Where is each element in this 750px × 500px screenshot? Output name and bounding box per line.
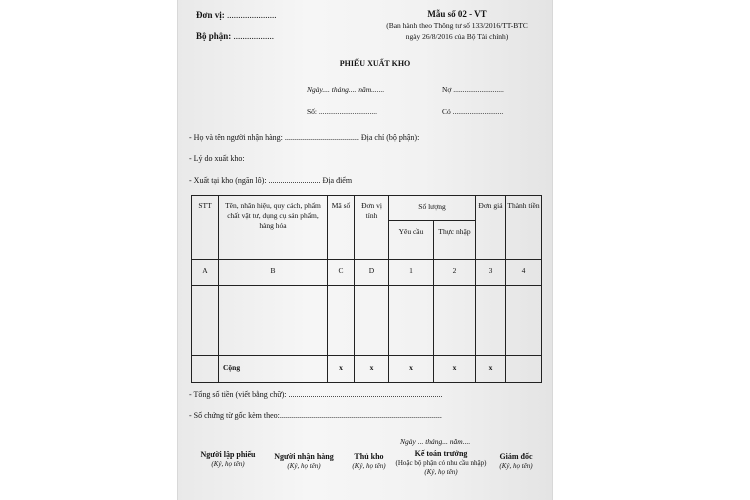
signer-chief-accountant: [393, 449, 489, 477]
x-mark: x: [328, 356, 355, 383]
signer-title: Thủ kho: [354, 452, 384, 461]
header-amount: Thành tiền: [506, 196, 542, 260]
code-cell: 4: [506, 260, 542, 286]
signer-note: (Hoặc bộ phận có nhu cầu nhập): [395, 459, 487, 467]
header-quantity: Số lượng: [389, 196, 476, 221]
signer-receiver: [264, 452, 344, 471]
signer-note: (Ký, họ tên): [211, 460, 245, 468]
signer-title: Người nhận hàng: [274, 452, 334, 461]
signer-title: Giám đốc: [499, 452, 533, 461]
department-dots: ..................: [231, 31, 275, 41]
signer-note: (Ký, họ tên): [499, 462, 533, 470]
x-mark: x: [355, 356, 389, 383]
table-cell: [355, 286, 389, 356]
reason-line: - Lý do xuất kho:: [189, 154, 245, 163]
code-cell: 1: [389, 260, 434, 286]
signer-note-2: (Ký, họ tên): [424, 467, 458, 476]
unit-line: [196, 11, 277, 20]
warehouse-line: - Xuất tại kho (ngăn lô): .......................... Địa điểm: [189, 176, 353, 185]
header-item-name: Tên, nhãn hiệu, quy cách, phẩm chất vật tư, dụng cụ sản phẩm, hàng hóa: [219, 196, 328, 260]
code-cell: 3: [476, 260, 506, 286]
table-cell: [506, 286, 542, 356]
department-line: [196, 32, 274, 41]
code-cell: C: [328, 260, 355, 286]
table-cell: [389, 286, 434, 356]
table-cell: [476, 286, 506, 356]
debit-line: Nợ ...........................: [442, 85, 504, 94]
sign-date: Ngày ... tháng... năm....: [400, 437, 471, 446]
credit-line: Có ...........................: [442, 107, 504, 116]
x-mark: x: [476, 356, 506, 383]
code-cell: A: [192, 260, 219, 286]
header-actual: Thực nhập: [434, 221, 476, 260]
attachments-line: - Số chứng từ gốc kèm theo:.................................................................................: [189, 411, 442, 420]
signer-title: Kế toán trưởng: [414, 449, 468, 458]
signer-storekeeper: [337, 452, 401, 471]
unit-dots: ......................: [224, 10, 277, 20]
total-label: Cộng: [219, 356, 328, 383]
issued-line-2: ngày 26/8/2016 của Bộ Tài chính): [405, 32, 509, 41]
document-title: PHIẾU XUẤT KHO: [339, 59, 411, 68]
table-cell: [219, 286, 328, 356]
number-line: Số: ...............................: [307, 107, 378, 116]
table-cell: [506, 356, 542, 383]
header-code: Mã số: [328, 196, 355, 260]
table-cell: [192, 286, 219, 356]
header-stt: STT: [192, 196, 219, 260]
date-line: Ngày.... tháng.... năm.......: [307, 85, 385, 94]
signer-note: (Ký, họ tên): [352, 462, 386, 470]
table-cell: [434, 286, 476, 356]
header-unit-price: Đơn giá: [476, 196, 506, 260]
total-row: [192, 356, 542, 383]
department-label: Bộ phận:: [196, 31, 232, 41]
table-cell: [328, 286, 355, 356]
code-cell: B: [219, 260, 328, 286]
form-number: Mẫu số 02 - VT: [427, 9, 487, 19]
code-cell: D: [355, 260, 389, 286]
unit-label: Đơn vị:: [196, 10, 225, 20]
signer-preparer: [188, 450, 268, 469]
x-mark: x: [389, 356, 434, 383]
issued-line-1: (Ban hành theo Thông tư số 133/2016/TT-BTC: [386, 21, 528, 30]
x-mark: x: [434, 356, 476, 383]
signer-director: [484, 452, 548, 471]
empty-data-row: [192, 286, 542, 356]
signer-title: Người lập phiếu: [200, 450, 256, 459]
signer-note: (Ký, họ tên): [287, 462, 321, 470]
table-cell: [192, 356, 219, 383]
header-required: Yêu cầu: [389, 221, 434, 260]
goods-table: [191, 195, 542, 383]
code-cell: 2: [434, 260, 476, 286]
total-in-words-line: - Tổng số tiền (viết bằng chữ): .............................................................................: [189, 390, 443, 399]
receiver-line: - Họ và tên người nhận hàng: ..................................... Địa chỉ (bộ phận):: [189, 133, 420, 142]
header-unit: Đơn vị tính: [355, 196, 389, 260]
